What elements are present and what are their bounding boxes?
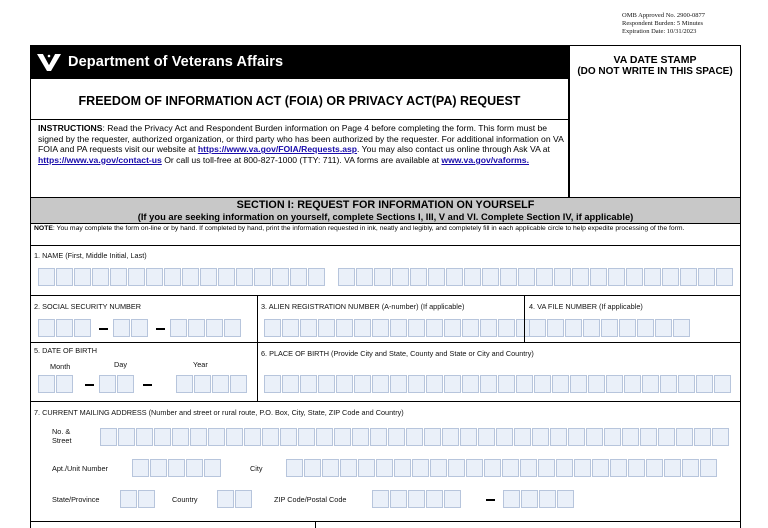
char-box[interactable] (628, 459, 645, 477)
char-box[interactable] (412, 459, 429, 477)
char-box[interactable] (92, 268, 109, 286)
char-box[interactable] (113, 319, 130, 337)
char-box[interactable] (388, 428, 405, 446)
ssn-part3-field[interactable] (170, 319, 242, 337)
char-box[interactable] (138, 490, 155, 508)
apt-unit-label: Apt./Unit Number (52, 464, 108, 473)
char-box[interactable] (478, 428, 495, 446)
char-box[interactable] (444, 490, 461, 508)
char-box[interactable] (334, 428, 351, 446)
divider (524, 296, 525, 342)
char-box[interactable] (74, 319, 91, 337)
omb-info (622, 12, 705, 36)
char-box[interactable] (100, 428, 117, 446)
char-box[interactable] (536, 268, 553, 286)
char-box[interactable] (286, 459, 303, 477)
note (30, 224, 741, 246)
char-box[interactable] (608, 268, 625, 286)
char-box[interactable] (354, 375, 371, 393)
char-box[interactable] (516, 375, 533, 393)
ssn-part1-field[interactable] (38, 319, 92, 337)
birth-row (30, 343, 741, 402)
char-box[interactable] (390, 319, 407, 337)
instructions-text-2: . You may also contact us online through Ask VA at (357, 144, 550, 155)
telephone-row (30, 522, 741, 528)
omb-approved: OMB Approved No. 2900-0877 (622, 12, 706, 19)
char-box[interactable] (444, 319, 461, 337)
char-box[interactable] (532, 428, 549, 446)
char-box[interactable] (188, 319, 205, 337)
char-box[interactable] (529, 319, 546, 337)
char-box[interactable] (212, 375, 229, 393)
expiration-date: Expiration Date: 10/31/2023 (622, 28, 697, 35)
respondent-burden: Respondent Burden: 5 Minutes (622, 20, 704, 27)
char-box[interactable] (642, 375, 659, 393)
char-box[interactable] (446, 268, 463, 286)
char-box[interactable] (230, 375, 247, 393)
char-box[interactable] (354, 319, 371, 337)
country-field[interactable] (217, 490, 253, 508)
stamp-title: VA DATE STAMP (613, 54, 697, 66)
char-box[interactable] (678, 375, 695, 393)
char-box[interactable] (680, 268, 697, 286)
char-box[interactable] (304, 459, 321, 477)
char-box[interactable] (640, 428, 657, 446)
char-box[interactable] (128, 268, 145, 286)
char-box[interactable] (480, 319, 497, 337)
char-box[interactable] (714, 375, 731, 393)
char-box[interactable] (430, 459, 447, 477)
char-box[interactable] (132, 459, 149, 477)
char-box[interactable] (217, 490, 234, 508)
char-box[interactable] (660, 375, 677, 393)
divider (315, 522, 316, 528)
char-box[interactable] (272, 268, 289, 286)
char-box[interactable] (392, 268, 409, 286)
char-box[interactable] (502, 459, 519, 477)
char-box[interactable] (568, 428, 585, 446)
section-1-header (30, 198, 741, 224)
char-box[interactable] (136, 428, 153, 446)
char-box[interactable] (696, 375, 713, 393)
divider (257, 343, 258, 401)
char-box[interactable] (601, 319, 618, 337)
char-box[interactable] (646, 459, 663, 477)
char-box[interactable] (554, 268, 571, 286)
contact-us-link[interactable]: https://www.va.gov/contact-us (38, 154, 162, 165)
state-province-label: State/Province (52, 495, 100, 504)
char-box[interactable] (408, 319, 425, 337)
department-name: Department of Veterans Affairs (68, 54, 284, 70)
section-1-title: SECTION I: REQUEST FOR INFORMATION ON YOURSELF (236, 199, 535, 211)
id-numbers-row (30, 296, 741, 343)
char-box[interactable] (235, 490, 252, 508)
pob-label: 6. PLACE OF BIRTH (Provide City and State, County and State or City and Country) (261, 349, 534, 358)
char-box[interactable] (226, 428, 243, 446)
char-box[interactable] (521, 490, 538, 508)
char-box[interactable] (460, 428, 477, 446)
char-box[interactable] (300, 375, 317, 393)
char-box[interactable] (282, 375, 299, 393)
dob-year-label: Year (193, 360, 208, 369)
char-box[interactable] (336, 375, 353, 393)
char-box[interactable] (538, 459, 555, 477)
char-box[interactable] (428, 268, 445, 286)
char-box[interactable] (498, 319, 515, 337)
char-box[interactable] (586, 428, 603, 446)
char-box[interactable] (182, 268, 199, 286)
char-box[interactable] (655, 319, 672, 337)
place-of-birth-field[interactable] (264, 375, 732, 393)
char-box[interactable] (56, 375, 73, 393)
char-box[interactable] (406, 428, 423, 446)
char-box[interactable] (370, 428, 387, 446)
char-box[interactable] (318, 375, 335, 393)
name-label: 1. NAME (First, Middle Initial, Last) (34, 251, 147, 260)
char-box[interactable] (644, 268, 661, 286)
char-box[interactable] (372, 375, 389, 393)
dob-month-label: Month (50, 362, 71, 371)
char-box[interactable] (204, 459, 221, 477)
street-label (52, 427, 71, 445)
char-box[interactable] (662, 268, 679, 286)
char-box[interactable] (539, 490, 556, 508)
dob-dash-2 (143, 384, 152, 386)
char-box[interactable] (682, 459, 699, 477)
char-box[interactable] (520, 459, 537, 477)
char-box[interactable] (300, 319, 317, 337)
char-box[interactable] (518, 268, 535, 286)
char-box[interactable] (200, 268, 217, 286)
char-box[interactable] (150, 459, 167, 477)
char-box[interactable] (565, 319, 582, 337)
char-box[interactable] (592, 459, 609, 477)
char-box[interactable] (550, 428, 567, 446)
char-box[interactable] (117, 375, 134, 393)
char-box[interactable] (38, 319, 55, 337)
char-box[interactable] (626, 268, 643, 286)
char-box[interactable] (298, 428, 315, 446)
char-box[interactable] (547, 319, 564, 337)
ssn-dash-2 (156, 328, 165, 330)
char-box[interactable] (574, 459, 591, 477)
char-box[interactable] (110, 268, 127, 286)
ssn-dash-1 (99, 328, 108, 330)
char-box[interactable] (588, 375, 605, 393)
char-box[interactable] (700, 459, 717, 477)
char-box[interactable] (358, 459, 375, 477)
char-box[interactable] (322, 459, 339, 477)
char-box[interactable] (583, 319, 600, 337)
char-box[interactable] (480, 375, 497, 393)
char-box[interactable] (224, 319, 241, 337)
city-label: City (250, 464, 263, 473)
char-box[interactable] (462, 375, 479, 393)
zip-dash (486, 499, 495, 501)
mailing-address-row (30, 402, 741, 522)
char-box[interactable] (426, 375, 443, 393)
char-box[interactable] (38, 375, 55, 393)
char-box[interactable] (290, 268, 307, 286)
char-box[interactable] (376, 459, 393, 477)
char-box[interactable] (590, 268, 607, 286)
name-row (30, 246, 741, 296)
state-province-field[interactable] (120, 490, 156, 508)
char-box[interactable] (120, 490, 137, 508)
char-box[interactable] (170, 319, 187, 337)
date-stamp-box (569, 45, 741, 198)
char-box[interactable] (624, 375, 641, 393)
foia-requests-link[interactable]: https://www.va.gov/FOIA/Requests.asp (197, 144, 358, 155)
char-box[interactable] (394, 459, 411, 477)
stamp-subtitle: (DO NOT WRITE IN THIS SPACE) (577, 66, 733, 77)
char-box[interactable] (338, 268, 355, 286)
char-box[interactable] (38, 268, 55, 286)
char-box[interactable] (74, 268, 91, 286)
char-box[interactable] (372, 490, 389, 508)
char-box[interactable] (557, 490, 574, 508)
dob-month-field[interactable] (38, 375, 74, 393)
char-box[interactable] (254, 268, 271, 286)
char-box[interactable] (698, 268, 715, 286)
form-title-box (30, 79, 569, 120)
char-box[interactable] (462, 319, 479, 337)
char-box[interactable] (146, 268, 163, 286)
char-box[interactable] (606, 375, 623, 393)
char-box[interactable] (444, 375, 461, 393)
country-label: Country (172, 495, 198, 504)
char-box[interactable] (236, 268, 253, 286)
instructions-text-3: Or call us toll-free at 800-827-1000 (TTY: 711). VA forms are available at (161, 154, 442, 165)
char-box[interactable] (534, 375, 551, 393)
char-box[interactable] (498, 375, 515, 393)
char-box[interactable] (622, 428, 639, 446)
char-box[interactable] (448, 459, 465, 477)
char-box[interactable] (374, 268, 391, 286)
char-box[interactable] (356, 268, 373, 286)
note-text: : You may complete the form on-line or by hand. If completed by hand, print the information requested in ink, neatly and legibly, and completely fill in each applicable circle to help expedite processing of the form. (52, 225, 685, 232)
char-box[interactable] (556, 459, 573, 477)
char-box[interactable] (658, 428, 675, 446)
char-box[interactable] (186, 459, 203, 477)
last-name-field[interactable] (338, 268, 734, 286)
dob-dash-1 (85, 384, 94, 386)
char-box[interactable] (408, 375, 425, 393)
char-box[interactable] (610, 459, 627, 477)
char-box[interactable] (426, 319, 443, 337)
char-box[interactable] (410, 268, 427, 286)
instructions-text-1: : Read the Privacy Act and Respondent Burden information on Page 4 before completing the form. This form must be signed by the requester, authorized organization, or third party who has been authorized by the requester. For additional information on VA FOIA and PA requests visit our website at (38, 123, 564, 155)
char-box[interactable] (712, 428, 729, 446)
apt-unit-field[interactable] (132, 459, 222, 477)
char-box[interactable] (194, 375, 211, 393)
char-box[interactable] (426, 490, 443, 508)
char-box[interactable] (676, 428, 693, 446)
char-box[interactable] (318, 319, 335, 337)
divider (257, 296, 258, 342)
alien-number-field[interactable] (264, 319, 534, 337)
section-1-subtitle: (If you are seeking information on yourself, complete Sections I, III, V and VI. Complete Section IV, if applicable) (137, 211, 634, 222)
vaforms-link[interactable]: www.va.gov/vaforms. (441, 154, 529, 165)
alien-number-label: 3. ALIEN REGISTRATION NUMBER (A-number) (If applicable) (261, 302, 465, 311)
char-box[interactable] (552, 375, 569, 393)
char-box[interactable] (482, 268, 499, 286)
char-box[interactable] (244, 428, 261, 446)
char-box[interactable] (500, 268, 517, 286)
address-label: 7. CURRENT MAILING ADDRESS (Number and street or rural route, P.O. Box, City, State, ZIP Code and Country) (34, 408, 404, 417)
char-box[interactable] (570, 375, 587, 393)
ssn-label: 2. SOCIAL SECURITY NUMBER (34, 302, 142, 311)
dob-day-label: Day (114, 360, 127, 369)
char-box[interactable] (264, 319, 281, 337)
char-box[interactable] (118, 428, 135, 446)
char-box[interactable] (262, 428, 279, 446)
char-box[interactable] (340, 459, 357, 477)
char-box[interactable] (503, 490, 520, 508)
char-box[interactable] (218, 268, 235, 286)
instructions (30, 120, 569, 198)
char-box[interactable] (694, 428, 711, 446)
char-box[interactable] (282, 319, 299, 337)
char-box[interactable] (464, 268, 481, 286)
dob-day-field[interactable] (99, 375, 135, 393)
char-box[interactable] (664, 459, 681, 477)
va-file-number-label: 4. VA FILE NUMBER (If applicable) (529, 302, 643, 311)
char-box[interactable] (408, 490, 425, 508)
char-box[interactable] (637, 319, 654, 337)
char-box[interactable] (572, 268, 589, 286)
form-title: FREEDOM OF INFORMATION ACT (FOIA) OR PRIVACY ACT(PA) REQUEST (78, 94, 521, 108)
char-box[interactable] (514, 428, 531, 446)
char-box[interactable] (496, 428, 513, 446)
ssn-part2-field[interactable] (113, 319, 149, 337)
char-box[interactable] (280, 428, 297, 446)
char-box[interactable] (190, 428, 207, 446)
char-box[interactable] (466, 459, 483, 477)
char-box[interactable] (390, 375, 407, 393)
street-address-field[interactable] (100, 428, 730, 446)
department-header (30, 45, 569, 79)
dob-year-field[interactable] (176, 375, 248, 393)
char-box[interactable] (99, 375, 116, 393)
zip-label: ZIP Code/Postal Code (274, 495, 347, 504)
char-box[interactable] (604, 428, 621, 446)
city-field[interactable] (286, 459, 718, 477)
dob-label: 5. DATE OF BIRTH (34, 346, 97, 355)
char-box[interactable] (208, 428, 225, 446)
street-label-line-2: Street (52, 436, 72, 445)
char-box[interactable] (424, 428, 441, 446)
char-box[interactable] (154, 428, 171, 446)
first-name-field[interactable] (38, 268, 308, 286)
zip-code-field[interactable] (372, 490, 462, 508)
char-box[interactable] (372, 319, 389, 337)
char-box[interactable] (316, 428, 333, 446)
char-box[interactable] (164, 268, 181, 286)
char-box[interactable] (131, 319, 148, 337)
char-box[interactable] (176, 375, 193, 393)
va-seal-icon (36, 51, 62, 73)
char-box[interactable] (264, 375, 281, 393)
char-box[interactable] (716, 268, 733, 286)
va-file-number-field[interactable] (529, 319, 691, 337)
zip-extension-field[interactable] (503, 490, 575, 508)
instructions-label: INSTRUCTIONS (38, 123, 103, 133)
char-box[interactable] (56, 319, 73, 337)
char-box[interactable] (390, 490, 407, 508)
char-box[interactable] (484, 459, 501, 477)
char-box[interactable] (206, 319, 223, 337)
middle-initial-field[interactable] (308, 268, 326, 286)
street-label-line-1: No. & (52, 427, 71, 436)
char-box[interactable] (673, 319, 690, 337)
char-box[interactable] (352, 428, 369, 446)
char-box[interactable] (308, 268, 325, 286)
char-box[interactable] (336, 319, 353, 337)
char-box[interactable] (56, 268, 73, 286)
char-box[interactable] (619, 319, 636, 337)
note-label: NOTE (34, 225, 53, 232)
char-box[interactable] (168, 459, 185, 477)
char-box[interactable] (172, 428, 189, 446)
char-box[interactable] (442, 428, 459, 446)
